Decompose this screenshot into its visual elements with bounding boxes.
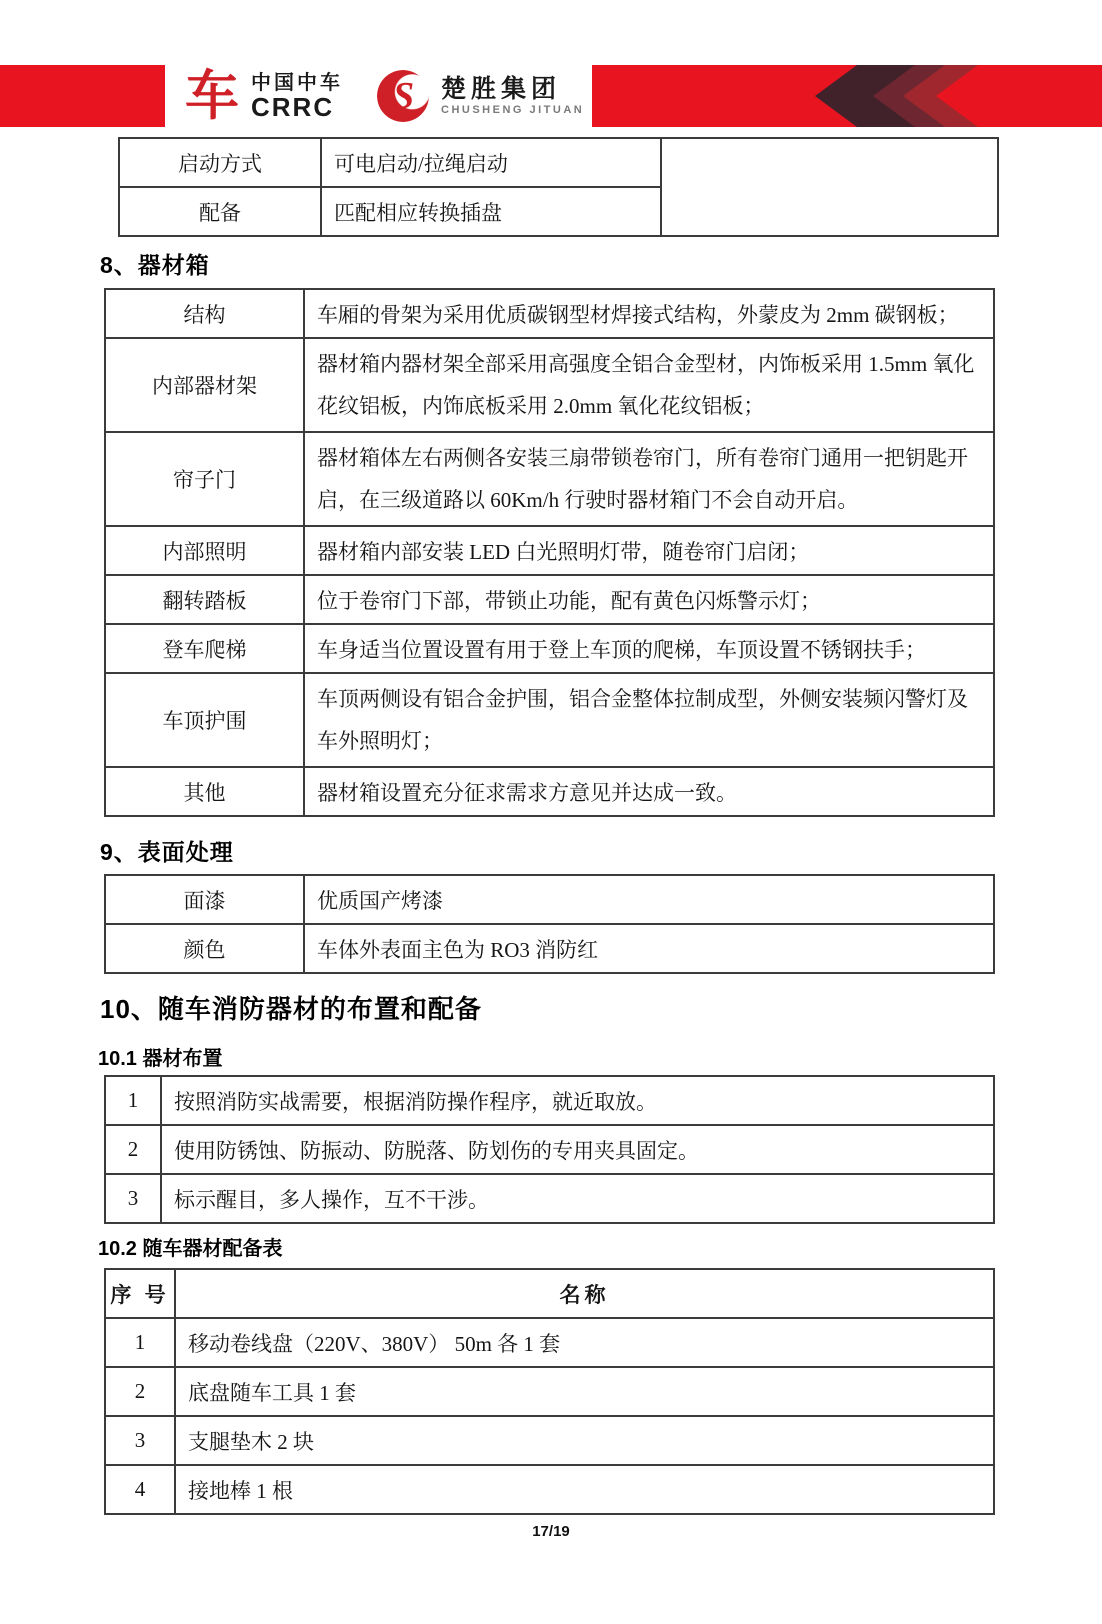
table-row	[105, 1076, 994, 1125]
row-label: 其他	[105, 767, 304, 816]
equipment-box-table	[104, 288, 995, 817]
crrc-wordmark	[251, 72, 343, 120]
table-header-row	[105, 1269, 994, 1318]
section-10-2-heading: 10.2 随车器材配备表	[98, 1238, 283, 1260]
row-value: 匹配相应转换插盘	[321, 187, 661, 236]
row-value: 器材箱内器材架全部采用高强度全铝合金型材，内饰板采用 1.5mm 氧化花纹铝板，内饰底板采用 2.0mm 氧化花纹铝板；	[304, 338, 994, 432]
row-value: 底盘随车工具 1 套	[175, 1367, 994, 1416]
chusheng-wordmark	[441, 75, 584, 118]
table-row	[105, 673, 994, 767]
row-number: 3	[105, 1416, 175, 1465]
table-row	[105, 1367, 994, 1416]
page-number: 17/19	[532, 1523, 570, 1540]
section-9-heading: 9、表面处理	[100, 839, 234, 865]
chusheng-s-glyph: S	[393, 75, 415, 117]
table-row	[105, 1318, 994, 1367]
row-label: 面漆	[105, 875, 304, 924]
row-label: 颜色	[105, 924, 304, 973]
empty-cell	[661, 138, 998, 236]
row-value: 车厢的骨架为采用优质碳钢型材焊接式结构，外蒙皮为 2mm 碳钢板；	[304, 289, 994, 338]
row-label: 车顶护围	[105, 673, 304, 767]
table-row	[105, 338, 994, 432]
row-value: 移动卷线盘（220V、380V） 50m 各 1 套	[175, 1318, 994, 1367]
row-label: 启动方式	[119, 138, 321, 187]
table-row	[105, 526, 994, 575]
section-10-1-heading: 10.1 器材布置	[98, 1048, 223, 1070]
table-row	[105, 289, 994, 338]
row-number: 3	[105, 1174, 161, 1223]
row-value: 车体外表面主色为 RO3 消防红	[304, 924, 994, 973]
table-row	[105, 575, 994, 624]
row-number: 4	[105, 1465, 175, 1514]
table-row	[105, 767, 994, 816]
crrc-logo-icon: 车	[185, 66, 239, 126]
row-label: 登车爬梯	[105, 624, 304, 673]
table-row	[105, 1416, 994, 1465]
row-value: 接地棒 1 根	[175, 1465, 994, 1514]
chusheng-logo-icon	[377, 69, 431, 123]
row-value: 使用防锈蚀、防振动、防脱落、防划伤的专用夹具固定。	[161, 1125, 994, 1174]
row-value: 车身适当位置设置有用于登上车顶的爬梯，车顶设置不锈钢扶手；	[304, 624, 994, 673]
row-label: 结构	[105, 289, 304, 338]
row-value: 可电启动/拉绳启动	[321, 138, 661, 187]
row-number: 1	[105, 1076, 161, 1125]
row-number: 2	[105, 1125, 161, 1174]
row-label: 翻转踏板	[105, 575, 304, 624]
row-number: 1	[105, 1318, 175, 1367]
section-10-heading: 10、随车消防器材的布置和配备	[100, 994, 482, 1024]
row-value: 优质国产烤漆	[304, 875, 994, 924]
row-value: 标示醒目，多人操作，互不干涉。	[161, 1174, 994, 1223]
table-row	[105, 924, 994, 973]
crrc-name-cn: 中国中车	[251, 72, 343, 94]
table-row	[119, 138, 998, 187]
row-number: 2	[105, 1367, 175, 1416]
surface-treatment-table	[104, 874, 995, 974]
row-label: 内部照明	[105, 526, 304, 575]
column-header-name: 名称	[175, 1269, 994, 1318]
logo-panel	[165, 63, 592, 129]
row-value: 支腿垫木 2 块	[175, 1416, 994, 1465]
equipment-arrangement-table	[104, 1075, 995, 1224]
table-row	[105, 1125, 994, 1174]
row-label: 内部器材架	[105, 338, 304, 432]
table-row	[105, 1465, 994, 1514]
table-row	[105, 875, 994, 924]
column-header-number: 序 号	[105, 1269, 175, 1318]
row-value: 器材箱内部安装 LED 白光照明灯带，随卷帘门启闭；	[304, 526, 994, 575]
table-row	[105, 432, 994, 526]
onboard-equipment-table	[104, 1268, 995, 1515]
row-value: 器材箱设置充分征求需求方意见并达成一致。	[304, 767, 994, 816]
row-value: 器材箱体左右两侧各安装三扇带锁卷帘门，所有卷帘门通用一把钥匙开启，在三级道路以 60Km/h 行驶时器材箱门不会自动开启。	[304, 432, 994, 526]
row-label: 配备	[119, 187, 321, 236]
row-value: 位于卷帘门下部，带锁止功能，配有黄色闪烁警示灯；	[304, 575, 994, 624]
section-8-heading: 8、器材箱	[100, 252, 210, 278]
chusheng-name-en: CHUSHENG JITUAN	[441, 103, 585, 116]
row-value: 车顶两侧设有铝合金护围，铝合金整体拉制成型，外侧安装频闪警灯及车外照明灯；	[304, 673, 994, 767]
crrc-name-en: CRRC	[251, 92, 335, 122]
header-band	[0, 65, 1102, 127]
row-value: 按照消防实战需要，根据消防操作程序，就近取放。	[161, 1076, 994, 1125]
spec-continuation-table	[118, 137, 999, 237]
table-row	[105, 624, 994, 673]
row-label: 帘子门	[105, 432, 304, 526]
table-row	[105, 1174, 994, 1223]
chusheng-name-cn: 楚胜集团	[441, 74, 562, 103]
